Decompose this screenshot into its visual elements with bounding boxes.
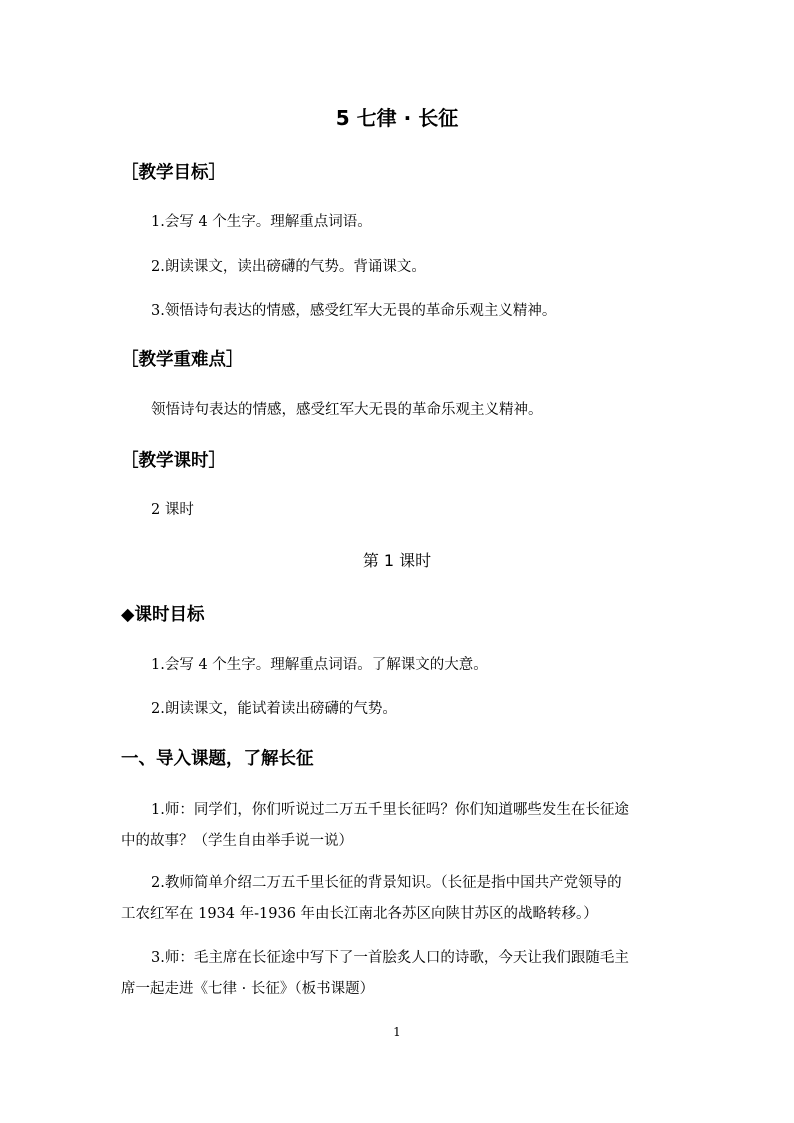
step-line: 席一起走进《七律 · 长征》（板书课题） [121, 981, 375, 997]
lesson-goal-item: 1.会写 4 个生字。理解重点词语。了解课文的大意。 [151, 657, 488, 673]
key-point-text: 领悟诗句表达的情感，感受红军大无畏的革命乐观主义精神。 [151, 402, 543, 418]
step-line: 1.师：同学们，你们听说过二万五千里长征吗？你们知道哪些发生在长征途 [151, 802, 629, 818]
step-paragraph [121, 868, 675, 930]
part-heading: 一、导入课题，了解长征 [121, 749, 314, 769]
step-line: 中的故事？（学生自由举手说一说） [121, 833, 353, 849]
page-number: 1 [393, 1025, 401, 1039]
lesson-goal-item: 2.朗读课文，能试着读出磅礴的气势。 [151, 701, 397, 717]
step-paragraph [121, 943, 675, 1005]
goal-item: 1.会写 4 个生字。理解重点词语。 [151, 214, 372, 230]
lesson-goal-heading: ◆课时目标 [121, 605, 205, 625]
step-line: 工农红军在 1934 年-1936 年由长江南北各苏区向陕甘苏区的战略转移。） [121, 906, 598, 922]
section-heading-key-points: ［教学重难点］ [121, 350, 244, 370]
step-line: 3.师：毛主席在长征途中写下了一首脍炙人口的诗歌，今天让我们跟随毛主 [151, 950, 629, 966]
section-heading-hours: ［教学课时］ [121, 451, 226, 471]
step-line: 2.教师简单介绍二万五千里长征的背景知识。（长征是指中国共产党领导的 [151, 875, 622, 891]
document-title: 5 七律 · 长征 [335, 106, 459, 130]
section-heading-teaching-goals: ［教学目标］ [121, 163, 226, 183]
lesson-heading: 第 1 课时 [362, 551, 432, 570]
hours-text: 2 课时 [151, 502, 194, 518]
goal-item: 2.朗读课文，读出磅礴的气势。背诵课文。 [151, 259, 426, 275]
goal-item: 3.领悟诗句表达的情感，感受红军大无畏的革命乐观主义精神。 [151, 303, 557, 319]
step-paragraph [121, 795, 675, 857]
